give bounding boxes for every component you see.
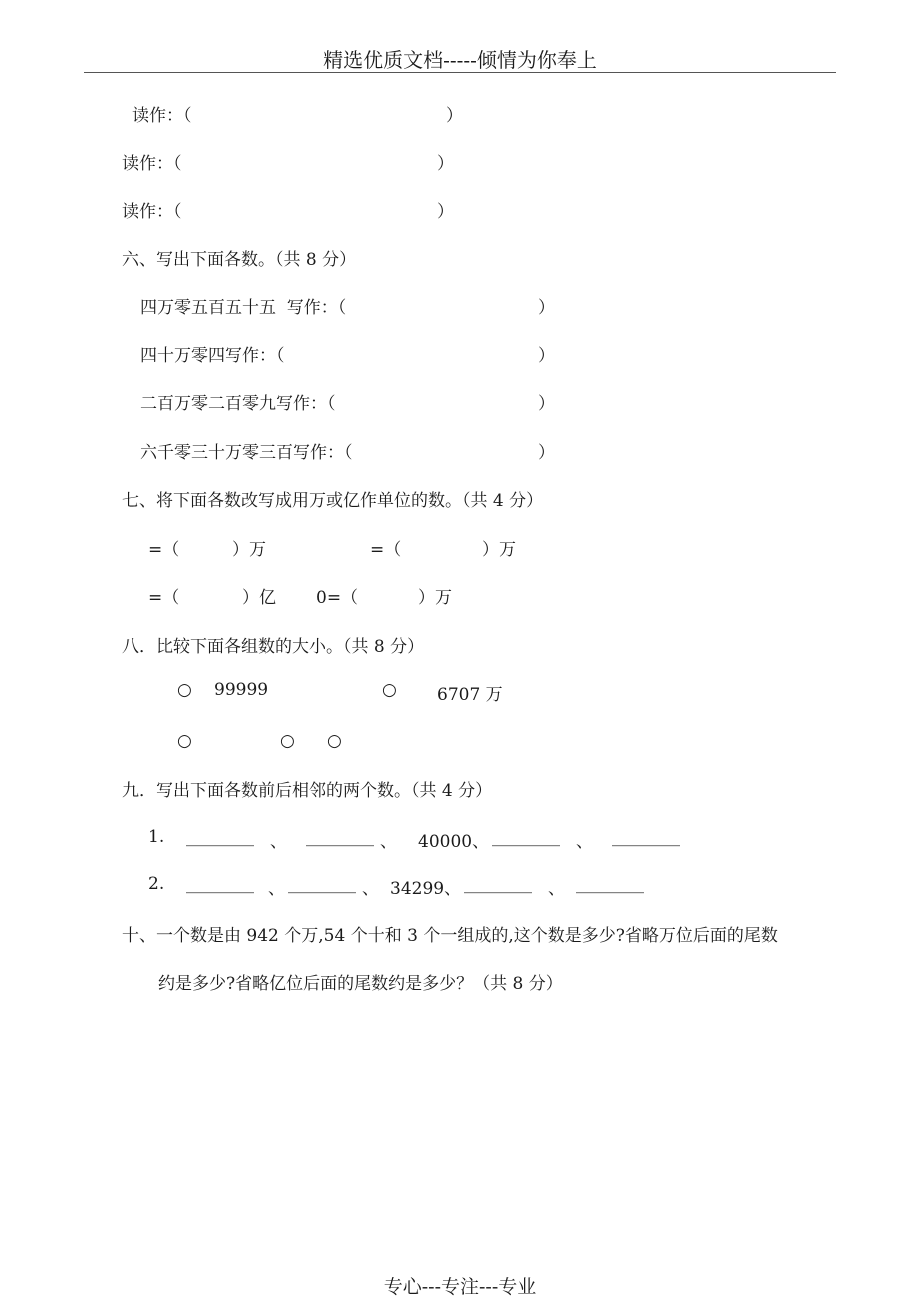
- section-10-question-line1: 十、一个数是由 942 个万,54 个十和 3 个一组成的,这个数是多少?省略万位后面的尾数: [122, 926, 778, 946]
- answer-blank[interactable]: ________: [186, 827, 254, 847]
- row-number: 1.: [148, 827, 165, 847]
- section-10-question-line2: 约是多少?省略亿位后面的尾数约是多少？（共 8 分）: [158, 974, 563, 994]
- compare-value: 6707 万: [437, 685, 503, 705]
- convert-close: ）万: [232, 540, 266, 560]
- answer-blank[interactable]: ________: [492, 827, 560, 847]
- write-as-close: ）: [538, 443, 555, 463]
- convert-close: ）万: [418, 588, 452, 608]
- write-as-close: ）: [538, 394, 555, 414]
- separator: 、: [362, 879, 379, 899]
- page-header-title: 精选优质文档-----倾情为你奉上: [323, 48, 597, 72]
- convert-open: =（: [370, 540, 402, 560]
- given-number: 40000、: [418, 832, 490, 852]
- read-as-close: ）: [446, 106, 463, 126]
- read-as-close: ）: [437, 154, 454, 174]
- answer-blank[interactable]: ________: [306, 827, 374, 847]
- section-7-title: 七、将下面各数改写成用万或亿作单位的数。（共 4 分）: [122, 491, 544, 511]
- convert-close: ）万: [482, 540, 516, 560]
- answer-blank[interactable]: ________: [612, 827, 680, 847]
- compare-circle[interactable]: ○: [177, 731, 192, 751]
- answer-blank[interactable]: ________: [464, 874, 532, 894]
- compare-circle[interactable]: ○: [177, 680, 192, 700]
- write-as-item: 二百万零二百零九写作：（: [140, 394, 336, 414]
- compare-circle[interactable]: ○: [327, 731, 342, 751]
- section-9-title: 九．写出下面各数前后相邻的两个数。（共 4 分）: [122, 781, 493, 801]
- read-as-label: 读作：（: [122, 202, 182, 222]
- separator: 、: [380, 832, 397, 852]
- read-as-label: 读作：（: [122, 154, 182, 174]
- separator: 、: [268, 879, 285, 899]
- section-6-title: 六、写出下面各数。（共 8 分）: [122, 250, 357, 270]
- separator: 、: [576, 832, 593, 852]
- row-number: 2.: [148, 874, 165, 894]
- compare-value: 99999: [214, 680, 269, 700]
- convert-open: 0=（: [316, 588, 359, 608]
- write-as-close: ）: [538, 346, 555, 366]
- write-as-item: 六千零三十万零三百写作：（: [140, 443, 353, 463]
- header-divider: [84, 72, 836, 73]
- given-number: 34299、: [390, 879, 462, 899]
- answer-blank[interactable]: ________: [288, 874, 356, 894]
- read-as-close: ）: [437, 202, 454, 222]
- convert-close: ）亿: [242, 588, 276, 608]
- answer-blank[interactable]: ________: [576, 874, 644, 894]
- write-as-item: 四十万零四写作：（: [140, 346, 285, 366]
- page-footer: 专心---专注---专业: [383, 1276, 537, 1298]
- write-as-close: ）: [538, 298, 555, 318]
- section-8-title: 八．比较下面各组数的大小。（共 8 分）: [122, 637, 425, 657]
- compare-circle[interactable]: ○: [382, 680, 397, 700]
- separator: 、: [270, 832, 287, 852]
- read-as-label: 读作：（: [132, 106, 192, 126]
- write-as-item: 四万零五百五十五 写作：（: [140, 298, 347, 318]
- separator: 、: [548, 879, 565, 899]
- answer-blank[interactable]: ________: [186, 874, 254, 894]
- convert-open: =（: [148, 588, 180, 608]
- compare-circle[interactable]: ○: [280, 731, 295, 751]
- convert-open: =（: [148, 540, 180, 560]
